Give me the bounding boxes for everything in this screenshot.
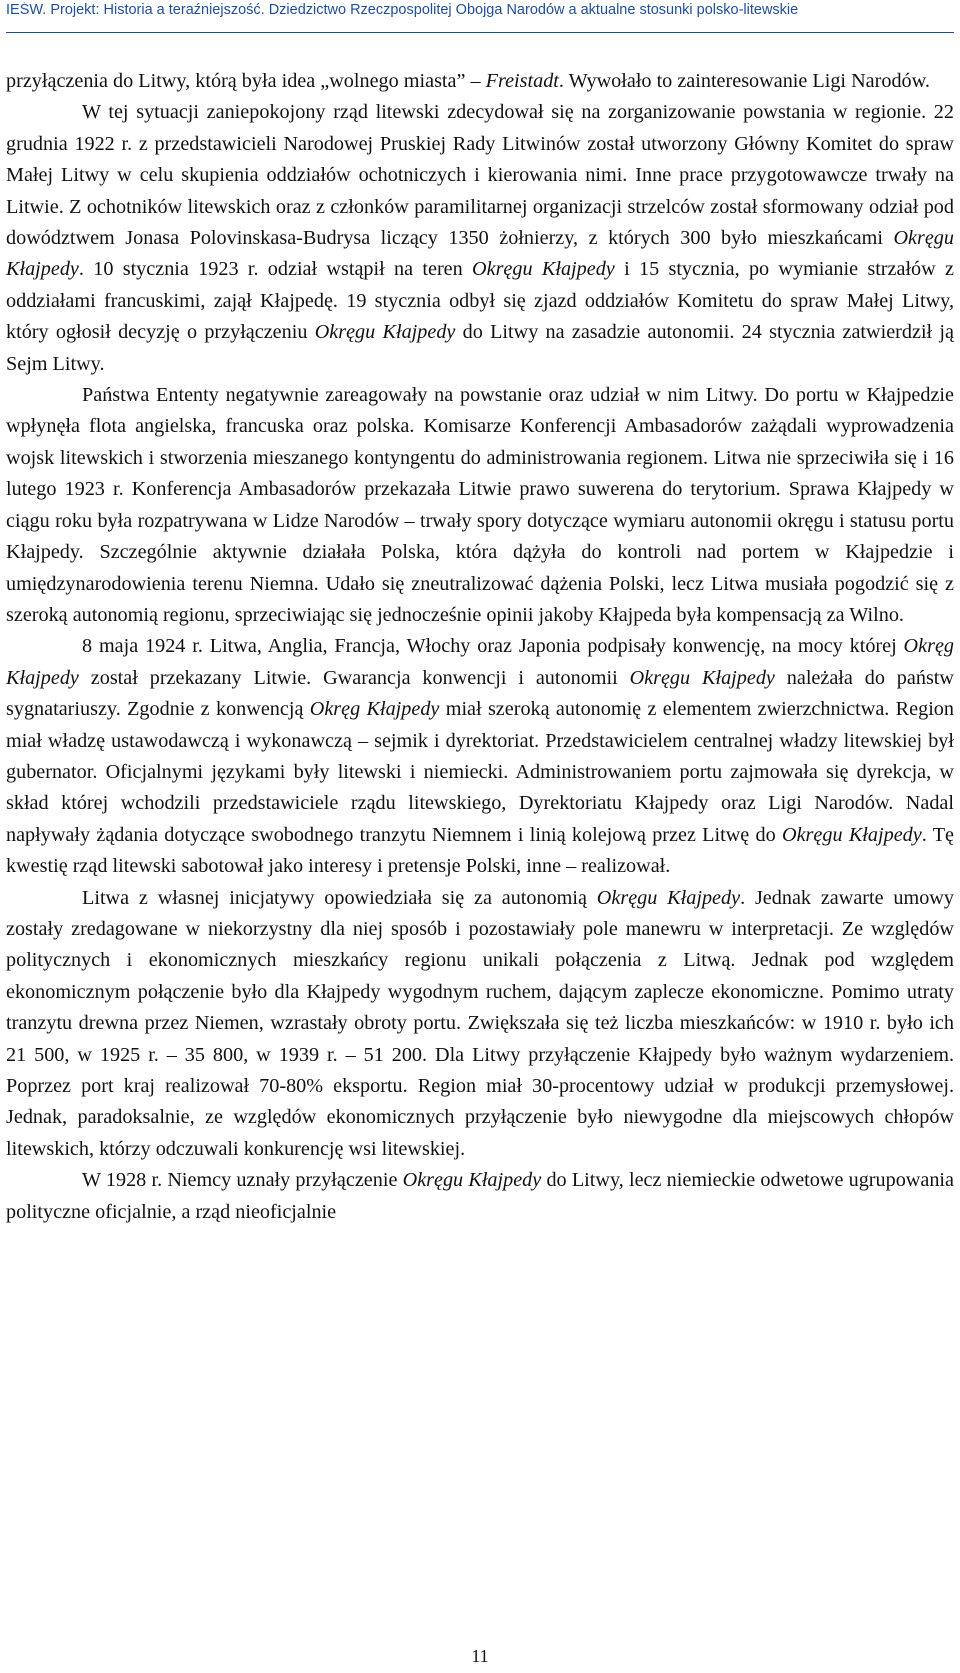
running-header: IEŚW. Projekt: Historia a teraźniejszość. Dziedzictwo Rzeczpospolitej Obojga Narodów a aktualne stosunki polsko-litewskie [6,2,799,18]
italic-text-run: Okręgu Kłajpedy [314,321,456,344]
italic-text-run: Okręgu Kłajpedy [629,666,775,689]
text-run: został przekazany Litwie. Gwarancja konwencji i autonomii [78,666,630,689]
text-run: Państwa Ententy negatywnie zareagowały na powstanie oraz udział w nim Litwy. Do portu w Kłajpedzie wpłynęła flota angielska, francuska oraz polska. Komisarze Konferencji Ambasadorów zażądali wyprowadzenia wojsk litewskich i stworzenia mieszanego kontyngentu do administrowania regionem. Litwa nie sprzeciwiła się i 16 lutego 1923 r. Konferencja Ambasadorów przekazała Litwie prawo suwerena do terytorium. Sprawa Kłajpedy w ciągu roku była rozpatrywana w Lidze Narodów – trwały spory dotyczące wymiaru autonomii okręgu i statusu portu Kłajpedy. Szczególnie aktywnie działała Polska, która dążyła do kontroli nad portem w Kłajpedzie i umiędzynarodowienia terenu Niemna. Udało się zneutralizować dążenia Polski, lecz Litwa musiała pogodzić się z szeroką autonomią regionu, sprzeciwiając się jednocześnie opinii jakoby Kłajpeda była kompensacją za Wilno. [6,384,954,626]
text-run: Litwa z własnej inicjatywy opowiedziała się za autonomią [82,886,597,909]
header-divider [6,32,954,33]
text-run: 8 maja 1924 r. Litwa, Anglia, Francja, Włochy oraz Japonia podpisały konwencję, na mocy której [82,635,904,658]
text-run: i 15 stycznia, po wymianie strzałów z oddziałami francuskimi, zajął Kłajpedę. 19 stycznia odbył się zjazd oddziałów Komitetu do spraw Małej Litwy, który ogłosił decyzję o przyłączeniu [6,258,954,344]
italic-text-run: Okręgu Kłajpedy [782,823,922,846]
text-run: . 10 stycznia 1923 r. odział wstąpił na teren [78,258,473,281]
text-run: do Litwy, lecz niemieckie odwetowe ugrupowania polityczne oficjalnie, a rząd nieoficjalnie [6,1169,954,1223]
text-run: . Tę kwestię rząd litewski sabotował jako interesy i pretensje Polski, inne – realizował. [6,823,954,878]
italic-text-run: Okręg Kłajpedy [309,698,440,721]
paragraph [6,631,954,882]
italic-text-run: Freistadt [485,70,559,92]
paragraph [6,380,954,631]
italic-text-run: Okręgu Kłajpedy [472,258,615,281]
italic-text-run: Okręgu Kłajpedy [596,886,741,909]
text-run: W 1928 r. Niemcy uznały przyłączenie [82,1169,403,1192]
page-number: 11 [471,1646,489,1666]
paragraph [6,97,954,380]
text-run: do Litwy na zasadzie autonomii. 24 stycznia zatwierdził ją Sejm Litwy. [6,321,954,375]
paragraph [6,66,954,97]
paragraph [6,1165,954,1228]
text-run: . Wywołało to zainteresowanie Ligi Narodów. [558,70,930,92]
text-run: należała do państw sygnatariuszy. Zgodnie z konwencją [6,666,954,721]
italic-text-run: Okręgu Kłajpedy [6,227,954,281]
document-body [6,66,954,1228]
text-run: . Jednak zawarte umowy zostały zredagowane w niekorzystny dla niej sposób i pozostawiały pole manewru w interpretacji. Ze względów politycznych i ekonomicznych mieszkańcy regionu unikali połączenia z Litwą. Jednak pod względem ekonomicznym połączenie było dla Kłajpedy wygodnym ruchem, dającym zaplecze ekonomiczne. Pomimo utraty tranzytu drewna przez Niemen, wzrastały obroty portu. Zwiększała się też liczba mieszkańców: w 1910 r. było ich 21 500, w 1925 r. – 35 800, w 1939 r. – 51 200. Dla Litwy przyłączenie Kłajpedy było ważnym wydarzeniem. Poprzez port kraj realizował 70-80% eksportu. Region miał 30-procentowy udział w produkcji przemysłowej. Jednak, paradoksalnie, ze względów ekonomicznych przyłączenie było niewygodne dla miejscowych chłopów litewskich, którzy odczuwali konkurencję wsi litewskiej. [6,886,954,1160]
paragraph [6,883,954,1166]
text-run: przyłączenia do Litwy, którą była idea „wolnego miasta” – [6,70,486,92]
italic-text-run: Okręgu Kłajpedy [402,1169,542,1192]
text-run: W tej sytuacji zaniepokojony rząd litewski zdecydował się na zorganizowanie powstania w regionie. 22 grudnia 1922 r. z przedstawicieli Narodowej Pruskiej Rady Litwinów został utworzony Główny Komitet do spraw Małej Litwy w celu skupienia oddziałów ochotniczych i kierowania nimi. Inne prace przygotowawcze trwały na Litwie. Z ochotników litewskich oraz z członków paramilitarnej organizacji strzelców został sformowany odział pod dowództwem Jonasa Polovinskasa-Budrysa liczący 1350 żołnierzy, z których 300 było mieszkańcami [6,101,954,250]
italic-text-run: Okręg Kłajpedy [6,635,954,689]
text-run: miał szeroką autonomię z elementem zwierzchnictwa. Region miał władzę ustawodawczą i wykonawczą – sejmik i dyrektoriat. Przedstawicielem centralnej władzy litewskiej był gubernator. Oficjalnymi językami były litewski i niemiecki. Administrowaniem portu zajmowała się dyrekcja, w skład której wchodzili przedstawiciele rządu litewskiego, Dyrektoriatu Kłajpedy oraz Ligi Narodów. Nadal napływały żądania dotyczące swobodnego tranzytu Niemnem i linią kolejową przez Litwę do [6,698,954,846]
